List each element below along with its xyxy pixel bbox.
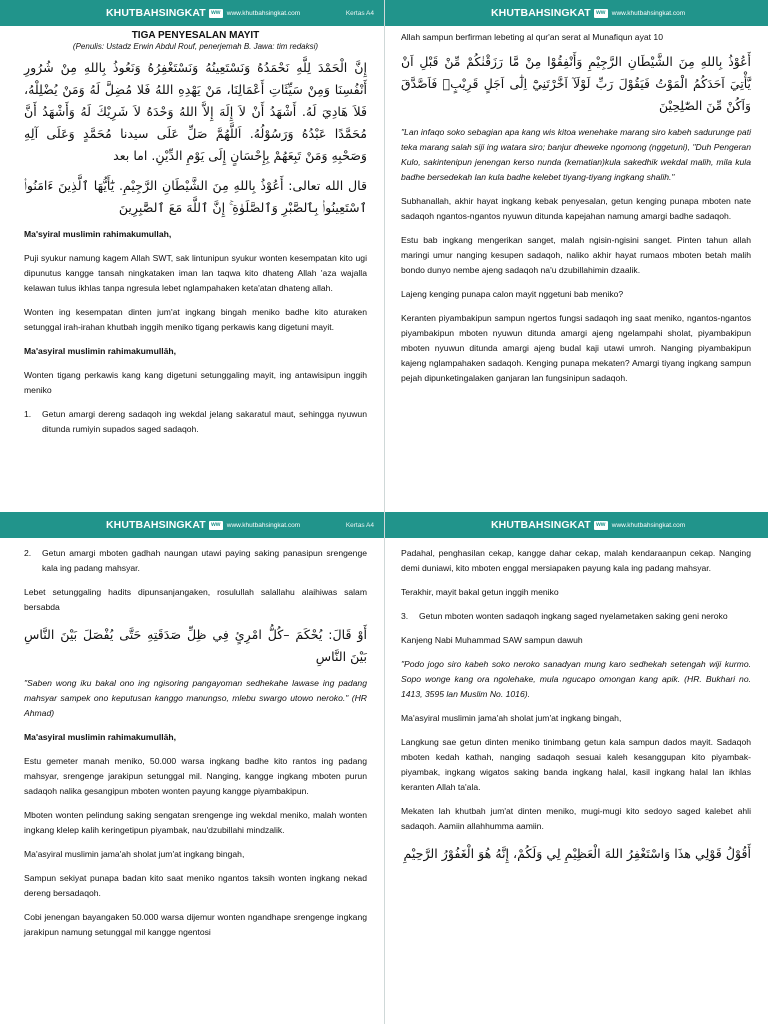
page-4 xyxy=(384,512,768,1024)
author-line: (Penulis: Ustadz Erwin Abdul Rouf, penerjemah B. Jawa: tim redaksi) xyxy=(72,42,319,51)
greeting: Ma'asyiral muslimin jama'ah sholat jum'at ingkang bingah, xyxy=(401,713,622,723)
list-text: Getun amargi dereng sadaqoh ing wekdal jelang sakaratul maut, sehingga nyuwun ditunda rumiyin supados saged sadaqoh. xyxy=(42,409,367,434)
paragraph: Keranten piyambakipun sampun ngertos fungsi sadaqoh ing saat meniko, ngantos-ngantos piyambakipun mboten nyuwun ditunda amargi ajeng ngelampahi sholat, piyambakipun mboten nyuwun ditunda amargi ajeng budal kaji utawi umroh. Nanging piyambakipun kajeng nglampahaken sadaqoh. Kenging punapa mekaten? Amargi tiyang ingkang sampun pejah dipunketingalaken ganjaran lan fungsinipun sadaqoh. xyxy=(401,313,751,383)
list-text: Getun mboten wonten sadaqoh ingkang saged nyelametaken saking geni neroko xyxy=(419,611,728,621)
paper-size-label: Kertas A4 xyxy=(345,9,374,17)
brand-name: KHUTBAHSINGKAT xyxy=(106,519,206,531)
paragraph: Lajeng kenging punapa calon mayit nggetuni bab meniko? xyxy=(401,289,624,299)
brand-name: KHUTBAHSINGKAT xyxy=(491,519,591,531)
arabic-hadith: أَوْ قَالَ: يُحْكَمَ –كُلُّ امْرِئٍ فِي ظِلِّ صَدَقَتِهِ حَتَّى يُفْصَلَ بَيْنَ النَّاسِ بَيْنَ النَّاسِ xyxy=(24,627,367,664)
arabic-closing: أَقُوْلُ قَوْلِي هذَا وَاسْتَغْفِرُ اللهَ الْعَظِيْمِ لِي وَلَكُمْ، إِنَّهُ هُوَ الْغَفُوْرُ الرَّحِيْمِ xyxy=(403,846,751,861)
greeting: Ma'asyiral muslimin rahimakumullāh, xyxy=(24,732,177,742)
paragraph: Wonten tigang perkawis kang kang digetuni setunggaling mayit, ing antawisipun inggih meniko xyxy=(24,370,367,395)
greeting: Ma'syiral muslimin rahimakumullah, xyxy=(24,229,172,239)
paragraph: Sampun sekiyat punapa badan kito saat meniko ngantos taksih wonten ingkang nekad dereng bersadaqoh. xyxy=(24,873,367,898)
khutbah-title: TIGA PENYESALAN MAYIT xyxy=(131,30,260,41)
list-item xyxy=(24,407,367,437)
page-1 xyxy=(0,0,384,512)
verse-intro: Allah sampun berfirman lebeting al qur'an serat al Munafiqun ayat 10 xyxy=(401,32,663,42)
page-2 xyxy=(384,0,768,512)
paragraph: Wonten ing kesempatan dinten jum'at ingkang bingah meniko badhe kito aturaken setunggal irah-irahan khutbah inggih meniko tigang perkawis kang digetuni mayit. xyxy=(24,307,367,332)
brand-logo-icon: ww xyxy=(594,521,608,530)
brand-name: KHUTBAHSINGKAT xyxy=(106,7,206,19)
site-url[interactable]: www.khutbahsingkat.com xyxy=(611,521,686,529)
page-header xyxy=(385,512,768,538)
paragraph: Estu bab ingkang mengerikan sanget, malah ngisin-ngisini sanget. Pinten tahun allah maringi umur nanging kesupen sadaqoh, naliko akhir hayat rumaos mboten betah malih bondo dunyo nembe ajeng sadaqoh na'u dzubillahimin dzaalik. xyxy=(401,235,751,275)
list-number: 2. xyxy=(24,548,32,558)
site-url[interactable]: www.khutbahsingkat.com xyxy=(611,9,686,17)
brand-logo-icon: ww xyxy=(209,9,223,18)
paragraph: Subhanallah, akhir hayat ingkang kebak penyesalan, getun kenging punapa mboten nate sadaqoh ngantos-ngantos nyuwun ditunda kapejahan namung amargi badhe sadaqoh. xyxy=(401,196,751,221)
hadith-quote: "Podo jogo siro kabeh soko neroko sanadyan mung karo sedhekah setengah wiji kurmo. Sopo wonge kang ora ngolehake, mula ngucapo omongan kang apik. (HR. Bukhari no. 1413, 3595 lan Muslim No. 1016). xyxy=(401,659,751,699)
list-item xyxy=(24,546,367,576)
paragraph: Padahal, penghasilan cekap, kangge dahar cekap, malah kendaraanpun cekap. Nanging demi duniawi, kito mboten enggal mersiapaken payung kala ing padang mahsyar. xyxy=(401,548,751,573)
page-header xyxy=(0,512,384,538)
page-header xyxy=(385,0,768,26)
arabic-verse: أَعُوْذُ بِاللهِ مِنَ الشَّيْطَانِ الرَّجِيْمِ وَأَنْفِقُوْا مِنْ مَّا رَزَقْنٰكُمْ مِّنْ قَبْلِ اَنْ يَّأْتِيَ اَحَدَكُمُ الْمَوْتُ فَيَقُوْلَ رَبِّ لَوْلَآ اَخَّرْتَنِيْٓ اِلٰٓى اَجَلٍ قَرِيْبٍۚ فَاَصَّدَّقَ وَاَكُنْ مِّنَ الصّٰلِحِيْنَ xyxy=(401,54,751,113)
paragraph: Terakhir, mayit bakal getun inggih meniko xyxy=(401,587,559,597)
paragraph: Kanjeng Nabi Muhammad SAW sampun dawuh xyxy=(401,635,583,645)
arabic-opening: إِنَّ الْحَمْدَ لِلَّهِ نَحْمَدُهُ وَنَسْتَعِينُهُ وَنَسْتَغْفِرُهُ وَنَعُوذُ بِاللهِ مِنْ شُرُورِ أَنْفُسِنَا وَمِنْ سَيِّئَاتِ أَعْمَالِنَا، مَنْ يَهْدِهِ اللهُ فَلا مُضِلَّ لَهُ وَمَنْ يُضْلِلْهُ، فَلاَ هَادِيَ لَهُ. أَشْهَدُ أَنْ لاَ إِلَهَ إِلاَّ اللهُ وَحْدَهُ لاَ شَرِيْكَ لَهُ وَأَشْهَدُ أَنَّ مُحَمَّدًا عَبْدُهُ وَرَسُوْلُهُ. اَللَّهُمَّ صَلِّ عَلَى سيدنا مُحَمَّدٍ وَعَلَى آلِهِ وَصَحْبِهِ وَمَنْ تَبِعَهُمْ بِإِحْسَانٍ إِلَى يَوْمِ الدِّيْنِ. اما بعد xyxy=(24,60,367,163)
paragraph: Cobi jenengan bayangaken 50.000 warsa dijemur wonten ngandhape srengenge ingkang jarakipun namung setunggal mil kangge ngentosi xyxy=(24,912,367,937)
list-number: 1. xyxy=(24,409,32,419)
brand-logo-icon: ww xyxy=(209,521,223,530)
brand-logo-icon: ww xyxy=(594,9,608,18)
page-3 xyxy=(0,512,384,1024)
site-url[interactable]: www.khutbahsingkat.com xyxy=(226,521,301,529)
paragraph: Estu gemeter manah meniko, 50.000 warsa ingkang badhe kito rantos ing padang mahsyar, srengenge jarakipun setunggal mil. Nanging, kangge ingkang mboten purun sadaqoh nalika gesangipun mboten wonten payung kangge piyambakipun. xyxy=(24,756,367,796)
brand-name: KHUTBAHSINGKAT xyxy=(491,7,591,19)
paragraph: Mekaten lah khutbah jum'at dinten meniko, mugi-mugi kito sedoyo saged kalebet ahli sadaqoh. Aamiin allahhumma aamiin. xyxy=(401,806,751,831)
paragraph: Mboten wonten pelindung saking sengatan srengenge ing wekdal meniko, malah wonten ingkang klelep kalih keringetipun piyambak, nau'dzubillahi mindzalik. xyxy=(24,810,367,835)
page-header xyxy=(0,0,384,26)
arabic-verse: قال الله تعالى: أَعُوْذُ بِاللهِ مِنَ الشَّيْطَانِ الرَّجِيْمِ. يَٰٓأَيُّهَا ٱلَّذِينَ ءَامَنُوا۟ ٱسْتَعِينُوا۟ بِٱلصَّبْرِ وَٱلصَّلَوٰةِ ۚ إِنَّ ٱللَّهَ مَعَ ٱلصَّٰبِرِينَ xyxy=(24,178,367,215)
hadith-translation: "Saben wong iku bakal ono ing ngisoring pangayoman sedhekahe lawase ing padang mahsyar sampek ono keputusan kanggo manungso, mlebu swargo utowo neroko." (HR Ahmad) xyxy=(24,678,367,718)
paragraph: Puji syukur namung kagem Allah SWT, sak lintunipun syukur wonten kesempatan kito ugi dipunutus kangge tansah ningkataken iman lan taqwa kito dhateng Allah 'aza wajalla kelawan tulus ikhlas tanpa ngresula lebet nglampahaken keta'atan dhateng allah. xyxy=(24,253,367,293)
paragraph: Langkung sae getun dinten meniko tinimbang getun kala sampun dados mayit. Sadaqoh mboten kedah kathah, nanging sadaqoh sesuai kaleh kesanggupan kito piyambak-piyambak, ingkang wigatos saking banda ingkang halal, kasil ingkang halal lan ikhlas keranten Allah ta'ala. xyxy=(401,737,751,792)
paper-size-label: Kertas A4 xyxy=(345,521,374,529)
greeting: Ma'asyiral muslimin jama'ah sholat jum'at ingkang bingah, xyxy=(24,849,245,859)
paragraph: Lebet setunggaling hadits dipunsanjangaken, rosulullah salallahu alaihiwas salam bersabda xyxy=(24,587,367,612)
list-text: Getun amargi mboten gadhah naungan utawi paying saking panasipun srengenge kala ing padang mahsyar. xyxy=(42,548,367,573)
verse-translation: "Lan infaqo soko sebagian apa kang wis kitoa wenehake marang siro kabeh sadurunge pati teka marang salah siji ing watara siro; banjur dheweke ngomong (nggetuni), "Duh Pengeran Kulo, sakintenipun jenengan kerso nunda (kematian)kula sakedhik wekdal malih, mila kula badhe bersedekah lan kula badhe kelebet tiyang-tiyang ingkang shalih." xyxy=(401,127,751,182)
list-number: 3. xyxy=(401,611,409,621)
greeting: Ma'asyiral muslimin rahimakumullāh, xyxy=(24,346,177,356)
list-item xyxy=(401,609,751,624)
site-url[interactable]: www.khutbahsingkat.com xyxy=(226,9,301,17)
